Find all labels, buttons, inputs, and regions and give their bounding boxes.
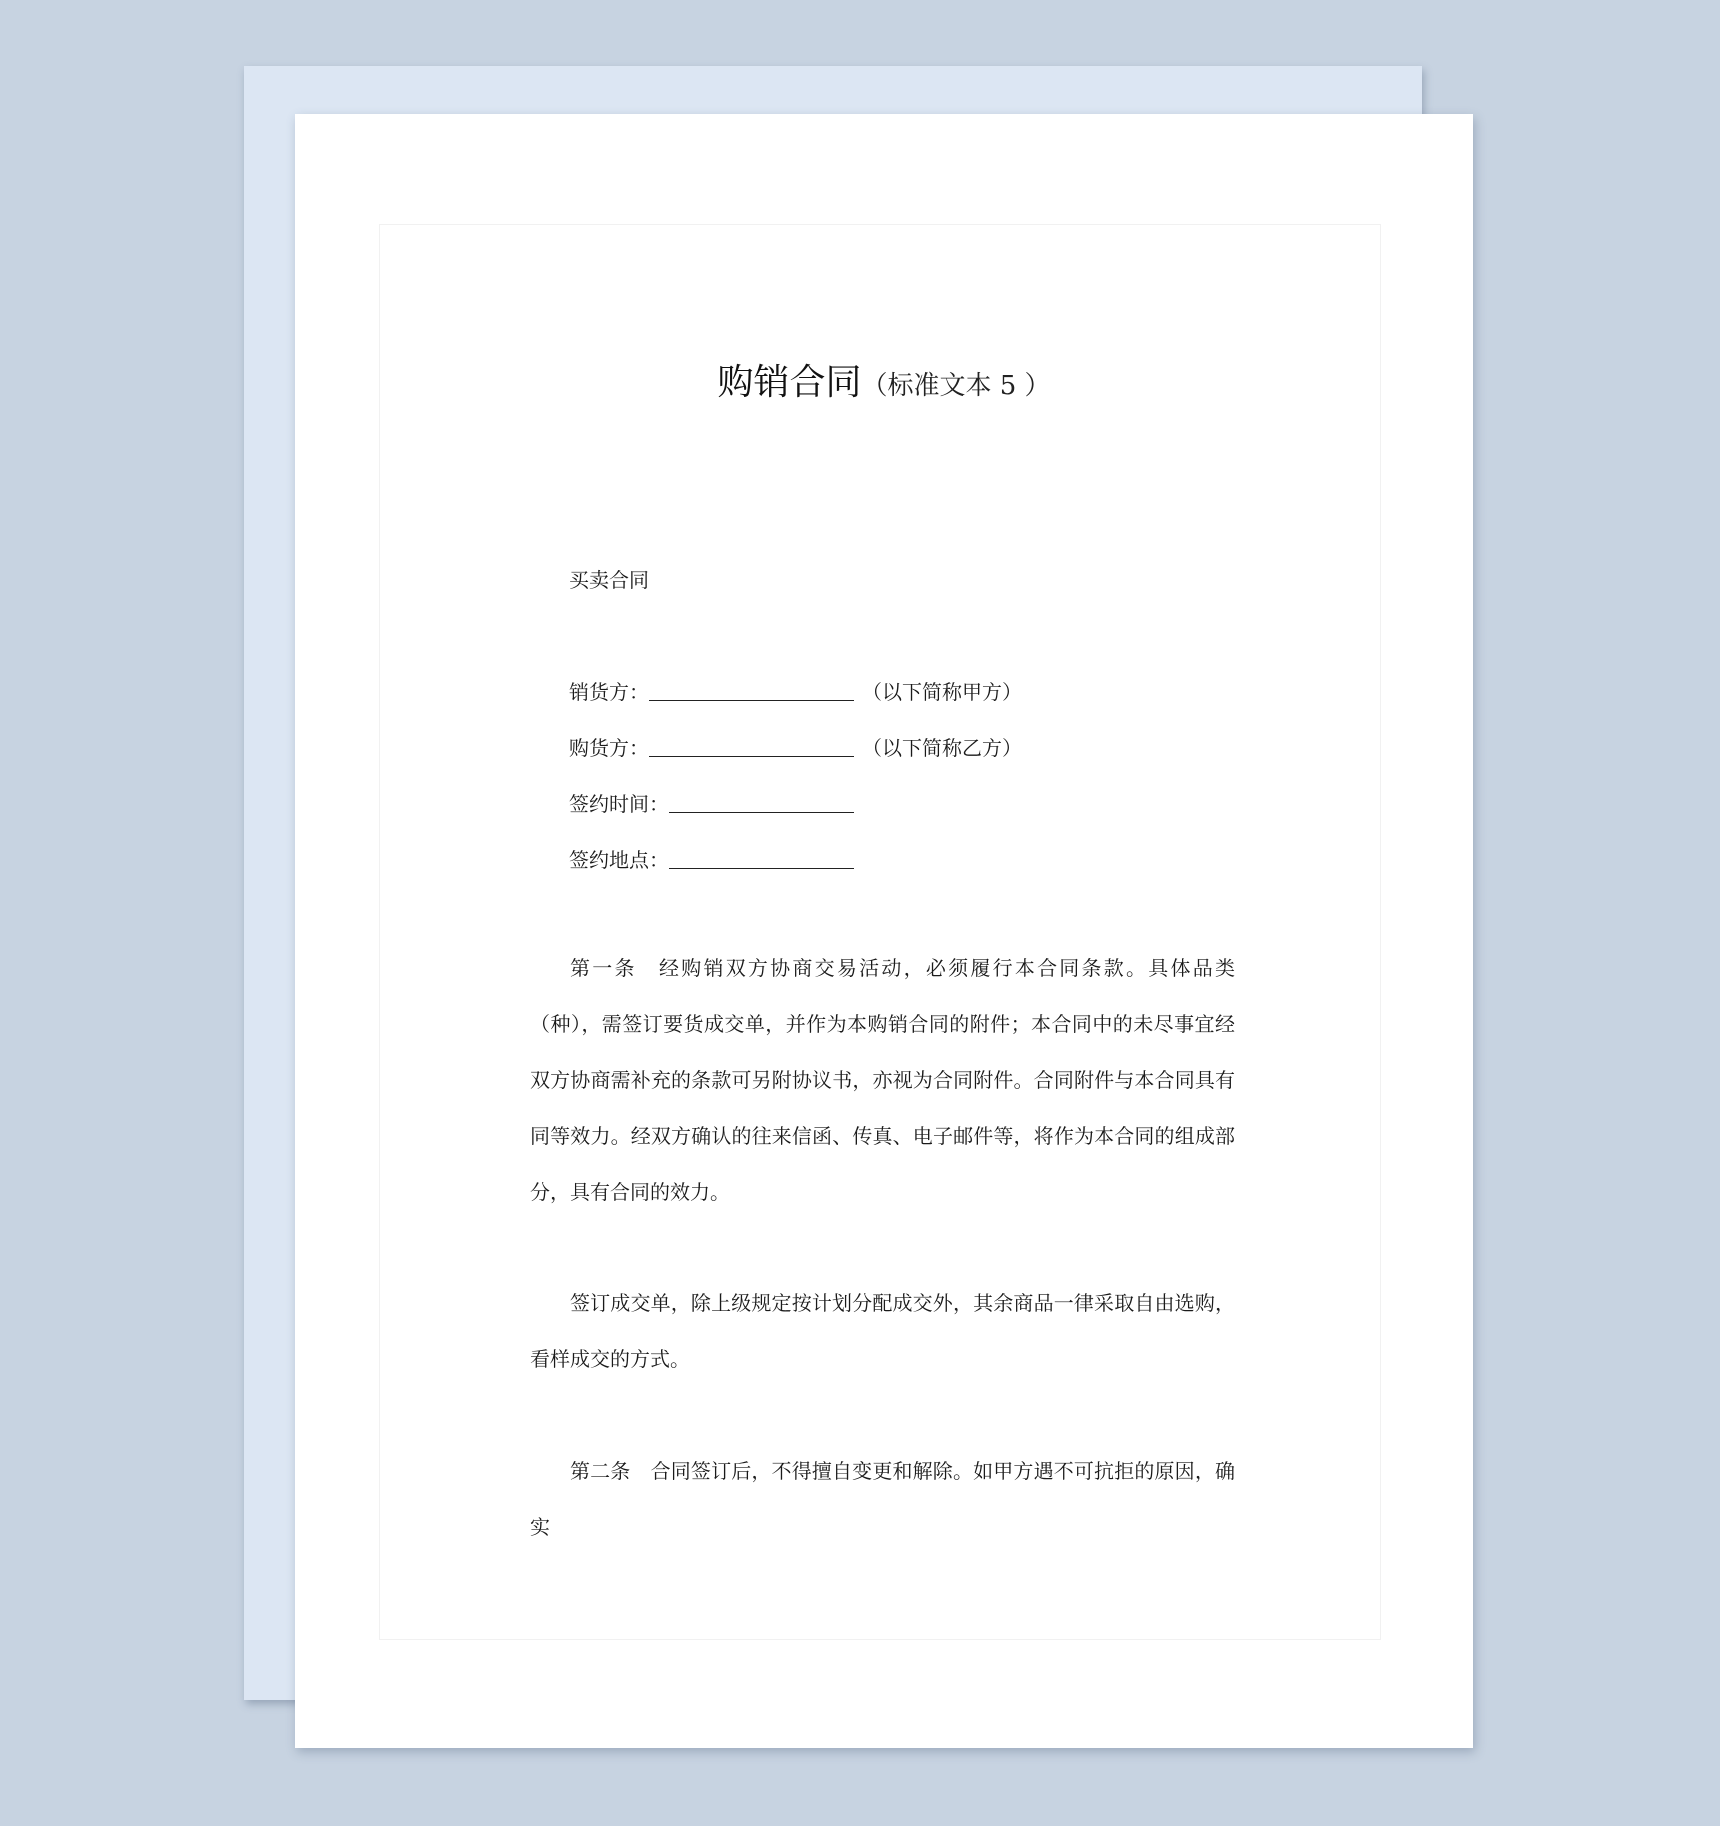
seller-note: （以下简称甲方）	[862, 680, 1022, 704]
transaction-method-paragraph: 签订成交单，除上级规定按计划分配成交外，其余商品一律采取自由选购，看样成交的方式。	[530, 1291, 1235, 1371]
article-one-paragraph: 第一条 经购销双方协商交易活动，必须履行本合同条款。具体品类（种），需签订要货成交单，并作为本购销合同的附件；本合同中的未尽事宜经双方协商需补充的条款可另附协议书，亦视为合同附件。合同附件与本合同具有同等效力。经双方确认的往来信函、传真、电子邮件等，将作为本合同的组成部分，具有合同的效力。	[530, 956, 1235, 1204]
page-margin-frame	[379, 224, 1381, 1640]
buyer-field	[569, 734, 1022, 762]
seller-field	[569, 678, 1022, 706]
contract-heading: 买卖合同	[569, 568, 649, 592]
seller-label: 销货方：	[569, 680, 649, 704]
sign-place-blank-line	[669, 848, 854, 869]
sign-date-blank-line	[669, 792, 854, 813]
seller-blank-line	[649, 680, 854, 701]
document-title	[295, 354, 1473, 405]
title-main: 购销合同	[717, 362, 862, 403]
article-two-paragraph: 第二条 合同签订后，不得擅自变更和解除。如甲方遇不可抗拒的原因，确实	[530, 1459, 1235, 1539]
sign-date-field	[569, 790, 854, 818]
buyer-label: 购货方：	[569, 736, 649, 760]
buyer-blank-line	[649, 736, 854, 757]
document-page	[295, 114, 1473, 1748]
title-subtitle: （标准文本 5 ）	[861, 371, 1051, 401]
sign-place-label: 签约地点：	[569, 848, 669, 872]
buyer-note: （以下简称乙方）	[862, 736, 1022, 760]
sign-date-label: 签约时间：	[569, 792, 669, 816]
sign-place-field	[569, 846, 854, 874]
